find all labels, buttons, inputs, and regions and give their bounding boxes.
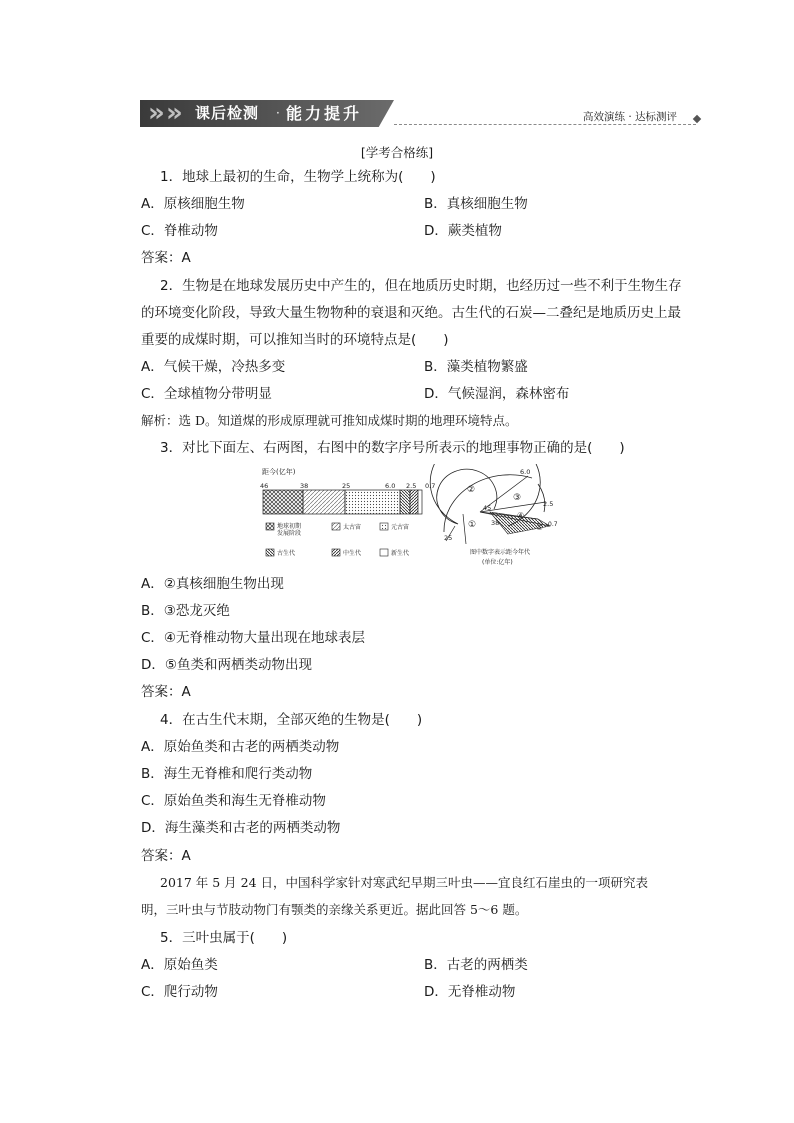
q2-option-c: C．全球植物分带明显 [141, 386, 272, 402]
bar-segment [345, 490, 400, 514]
banner-title: 能力提升 [286, 104, 363, 123]
banner-dot: · [276, 106, 280, 120]
q2-option-b: B．藻类植物繁盛 [424, 359, 528, 375]
spiral-mark: ① [468, 520, 477, 530]
left-chart-title: 距今(亿年) [262, 468, 296, 476]
passage-line1: 2017 年 5 月 24 日，中国科学家针对寒武纪早期三叶虫——宜良红石崖虫的一项研究表 [160, 875, 649, 890]
section-title: [学考合格练] [360, 145, 434, 160]
q5-option-b: B．古老的两栖类 [424, 957, 528, 973]
bar-segment [418, 490, 422, 514]
q5-stem: 5．三叶虫属于( ) [160, 930, 288, 946]
q2-analysis: 解析：选 D。知道煤的形成原理就可推知成煤时期的地理环境特点。 [141, 413, 518, 428]
q4-answer: 答案：A [141, 848, 191, 864]
spiral-mark: ④ [517, 511, 525, 520]
tick-label: 25 [342, 482, 351, 490]
q3-option-b: B．③恐龙灭绝 [141, 603, 230, 619]
q1-option-b: B．真核细胞生物 [424, 196, 528, 212]
q1-option-c: C．脊椎动物 [141, 223, 218, 239]
legend-swatch [380, 523, 388, 530]
tick-label: 46 [260, 482, 269, 490]
q4-option-b: B．海生无脊椎和爬行类动物 [141, 766, 313, 782]
legend-label: 地球初期 [277, 523, 302, 530]
q3-option-c: C．④无脊椎动物大量出现在地球表层 [141, 630, 366, 646]
q1-stem: 1．地球上最初的生命，生物学上统称为( ) [160, 169, 436, 185]
legend-label: 中生代 [343, 550, 362, 557]
spiral-caption: 图中数字表示距今年代 [470, 549, 531, 556]
legend-label: 太古宙 [343, 524, 362, 531]
spiral-label: 2.5 [543, 500, 554, 508]
q1-option-d: D．蕨类植物 [424, 223, 502, 239]
header-right-text: 高效演练 · 达标测评 [583, 111, 678, 123]
spiral-caption: (单位:亿年) [482, 559, 513, 566]
tick-label: 6.0 [385, 482, 396, 490]
q4-option-c: C．原始鱼类和海生无脊椎动物 [141, 793, 326, 809]
bar-segment [400, 490, 410, 514]
tick-label: 0.7 [425, 482, 436, 490]
legend-swatch [266, 549, 274, 556]
banner-label: 课后检测 [195, 104, 260, 122]
spiral-label: 45 [483, 504, 492, 512]
q5-option-d: D．无脊椎动物 [424, 984, 516, 1000]
q3-answer: 答案：A [141, 684, 191, 700]
legend-swatch [380, 549, 388, 556]
legend-label: 古生代 [277, 550, 296, 557]
bar-segment [410, 490, 418, 514]
spiral-mark: ⑤ [536, 523, 544, 532]
geologic-time-figure [258, 464, 558, 574]
passage-line2: 明，三叶虫与节肢动物门有颚类的亲缘关系更近。据此回答 5～6 题。 [141, 902, 528, 917]
diamond-icon [693, 115, 701, 123]
q4-option-a: A．原始鱼类和古老的两栖类动物 [141, 739, 340, 755]
q4-stem: 4．在古生代末期，全部灭绝的生物是( ) [160, 712, 423, 728]
q3-stem: 3．对比下面左、右两图，右图中的数字序号所表示的地理事物正确的是( ) [160, 440, 625, 456]
q2-stem-line3: 重要的成煤时期，可以推知当时的环境特点是( ) [141, 332, 449, 348]
legend-swatch [332, 549, 340, 556]
q2-stem-line2: 的环境变化阶段，导致大量生物物种的衰退和灭绝。古生代的石炭—二叠纪是地质历史上最 [141, 305, 681, 321]
spiral-mark: ③ [513, 493, 522, 503]
bar-segment [263, 490, 303, 514]
legend-label: 新生代 [391, 550, 410, 557]
header-rule [394, 124, 696, 125]
q5-option-c: C．爬行动物 [141, 984, 218, 1000]
q1-answer: 答案：A [141, 250, 191, 266]
legend-swatch [266, 523, 274, 530]
spiral-label: 0.7 [548, 521, 558, 528]
legend-label: 元古宙 [391, 524, 410, 531]
q4-option-d: D．海生藻类和古老的两栖类动物 [141, 820, 341, 836]
legend-swatch [332, 523, 340, 530]
bar-segment [303, 490, 345, 514]
q5-option-a: A．原始鱼类 [141, 957, 218, 973]
spiral-mark: ② [467, 485, 476, 495]
tick-label: 38 [300, 482, 309, 490]
q2-stem-line1: 2．生物是在地球发展历史中产生的，但在地质历史时期，也经历过一些不利于生物生存 [160, 278, 682, 294]
legend-label: 发展阶段 [277, 530, 302, 537]
q2-option-a: A．气候干燥，冷热多变 [141, 359, 286, 375]
spiral-label: 38 [491, 519, 500, 527]
q3-option-d: D．⑤鱼类和两栖类动物出现 [141, 657, 312, 673]
spiral-label: 6.0 [520, 468, 531, 476]
q2-option-d: D．气候湿润，森林密布 [424, 386, 570, 402]
q1-option-a: A．原核细胞生物 [141, 196, 245, 212]
spiral-label: 25 [444, 534, 453, 542]
chevron-right-icon: » [166, 98, 183, 128]
chevron-right-icon: » [148, 98, 165, 128]
q3-option-a: A．②真核细胞生物出现 [141, 576, 284, 592]
tick-label: 2.5 [406, 482, 417, 490]
